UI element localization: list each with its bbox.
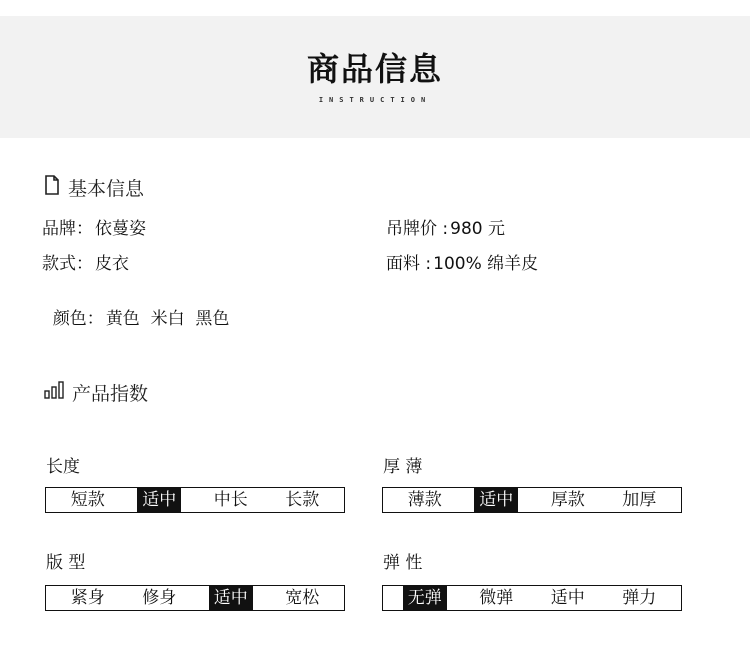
thickness-option: 加厚 bbox=[622, 490, 657, 510]
basic-info-heading bbox=[44, 174, 144, 201]
product-index-heading bbox=[44, 379, 148, 406]
thickness-option: 厚款 bbox=[550, 490, 585, 510]
elasticity-option: 微弹 bbox=[479, 588, 514, 608]
fabric-line bbox=[386, 249, 538, 274]
basic-info-heading-label: 基本信息 bbox=[68, 178, 145, 200]
page-title: 商品信息 bbox=[306, 50, 443, 88]
document-icon bbox=[44, 175, 60, 200]
bar-chart-icon bbox=[44, 381, 64, 404]
length-option: 短款 bbox=[70, 490, 105, 510]
length-scale bbox=[45, 487, 345, 513]
length-option: 长款 bbox=[285, 490, 320, 510]
price-line bbox=[386, 214, 505, 239]
elasticity-title: 弹 性 bbox=[383, 553, 423, 573]
color-label: 颜色： bbox=[52, 309, 104, 329]
fit-option: 紧身 bbox=[70, 588, 105, 608]
length-option: 中长 bbox=[213, 490, 248, 510]
fit-scale bbox=[45, 585, 345, 611]
color-value: 黄色 米白 黑色 bbox=[105, 309, 230, 329]
fabric-value: 100% 绵羊皮 bbox=[433, 254, 539, 274]
elasticity-option: 弹力 bbox=[622, 588, 657, 608]
page-subtitle: INSTRUCTION bbox=[318, 96, 432, 104]
thickness-title: 厚 薄 bbox=[383, 457, 423, 477]
fit-option: 宽松 bbox=[285, 588, 320, 608]
length-title: 长度 bbox=[46, 457, 80, 477]
style-label: 款式： bbox=[42, 254, 93, 274]
color-line bbox=[42, 284, 229, 329]
length-option: 适中 bbox=[137, 488, 181, 512]
style-value: 皮衣 bbox=[95, 254, 129, 274]
thickness-option: 适中 bbox=[474, 488, 518, 512]
fit-title: 版 型 bbox=[46, 553, 86, 573]
thickness-scale bbox=[382, 487, 682, 513]
elasticity-scale bbox=[382, 585, 682, 611]
price-value: 980 元 bbox=[450, 219, 505, 239]
price-label: 吊牌价 : bbox=[386, 219, 449, 239]
elasticity-option: 无弹 bbox=[403, 586, 447, 610]
brand-line bbox=[42, 214, 146, 239]
fit-option: 适中 bbox=[209, 586, 253, 610]
brand-value: 依蔓姿 bbox=[95, 219, 146, 239]
thickness-option: 薄款 bbox=[407, 490, 442, 510]
style-line bbox=[42, 249, 129, 274]
brand-label: 品牌： bbox=[42, 219, 93, 239]
fabric-label: 面料 : bbox=[386, 254, 432, 274]
fit-option: 修身 bbox=[142, 588, 177, 608]
elasticity-option: 适中 bbox=[550, 588, 585, 608]
product-index-heading-label: 产品指数 bbox=[72, 383, 149, 405]
